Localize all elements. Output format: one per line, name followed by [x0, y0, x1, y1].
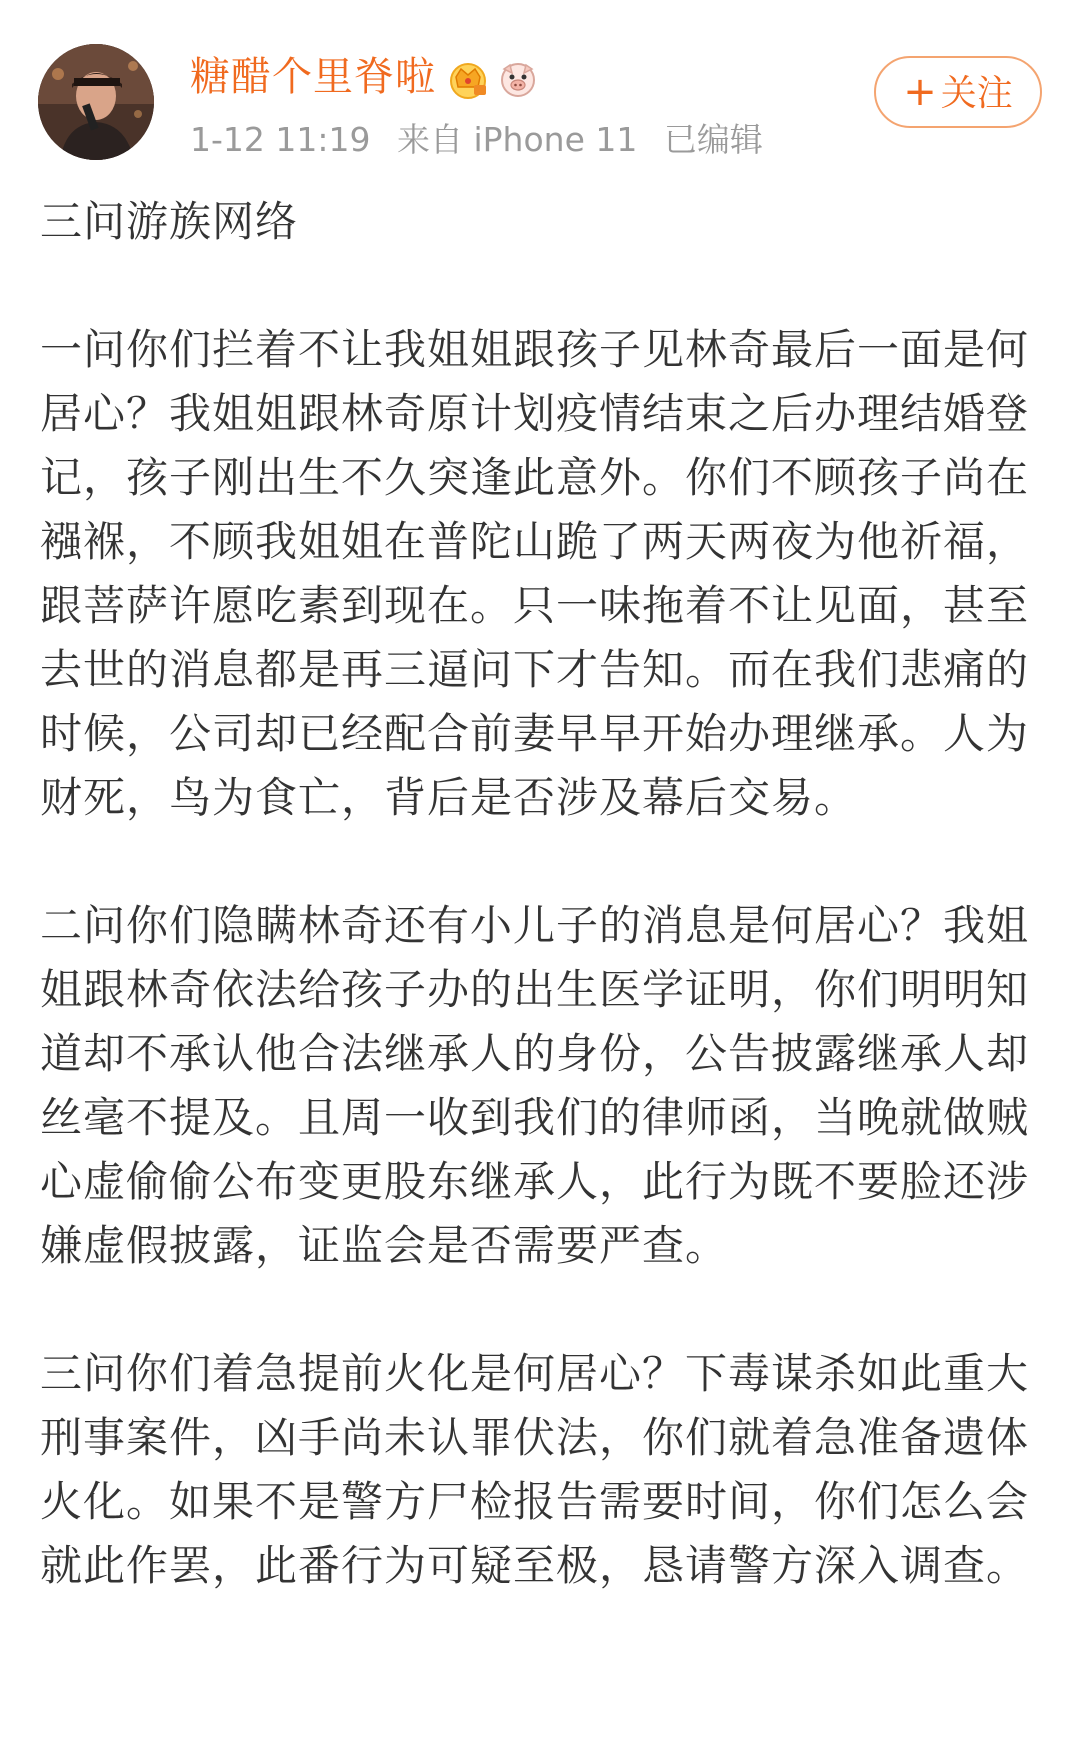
post-title: 三问游族网络 [40, 197, 299, 246]
post-header [0, 0, 1080, 170]
post-paragraph-2: 二问你们隐瞒林奇还有小儿子的消息是何居心？我姐姐跟林奇依法给孩子办的出生医学证明，你们明明知道却不承认他合法继承人的身份，公告披露继承人却丝毫不提及。且周一收到我们的律师函，当晚就做贼心虚偷偷公布变更股东继承人，此行为既不要脸还涉嫌虚假披露，证监会是否需要严查。 [40, 901, 1030, 1270]
post-paragraph-3: 三问你们着急提前火化是何居心？下毒谋杀如此重大刑事案件，凶手尚未认罪伏法，你们就着急准备遗体火化。如果不是警方尸检报告需要时间，你们怎么会就此作罢，此番行为可疑至极，恳请警方深入调查。 [40, 1349, 1030, 1590]
edited-label[interactable]: 已编辑 [663, 120, 763, 159]
post-content [40, 190, 1040, 1662]
post-time: 1-12 11:19 [190, 120, 371, 159]
author-name[interactable]: 糖醋个里脊啦 [190, 54, 436, 100]
avatar-photo-image [38, 44, 154, 160]
post-meta [190, 118, 779, 162]
avatar[interactable] [38, 44, 154, 160]
crown-vip-icon[interactable] [446, 57, 490, 101]
plus-icon: + [903, 69, 937, 115]
follow-label: 关注 [940, 73, 1013, 114]
pig-icon[interactable] [496, 57, 540, 101]
author-badges [446, 56, 540, 102]
post-source: 来自 iPhone 11 [397, 120, 638, 159]
follow-button[interactable] [874, 56, 1042, 128]
post-paragraph-1: 一问你们拦着不让我姐姐跟孩子见林奇最后一面是何居心？我姐姐跟林奇原计划疫情结束之后办理结婚登记，孩子刚出生不久突逢此意外。你们不顾孩子尚在襁褓，不顾我姐姐在普陀山跪了两天两夜为他祈福，跟菩萨许愿吃素到现在。只一味拖着不让见面，甚至去世的消息都是再三逼问下才告知。而在我们悲痛的时候，公司却已经配合前妻早早开始办理继承。人为财死，鸟为食亡，背后是否涉及幕后交易。 [40, 325, 1030, 822]
